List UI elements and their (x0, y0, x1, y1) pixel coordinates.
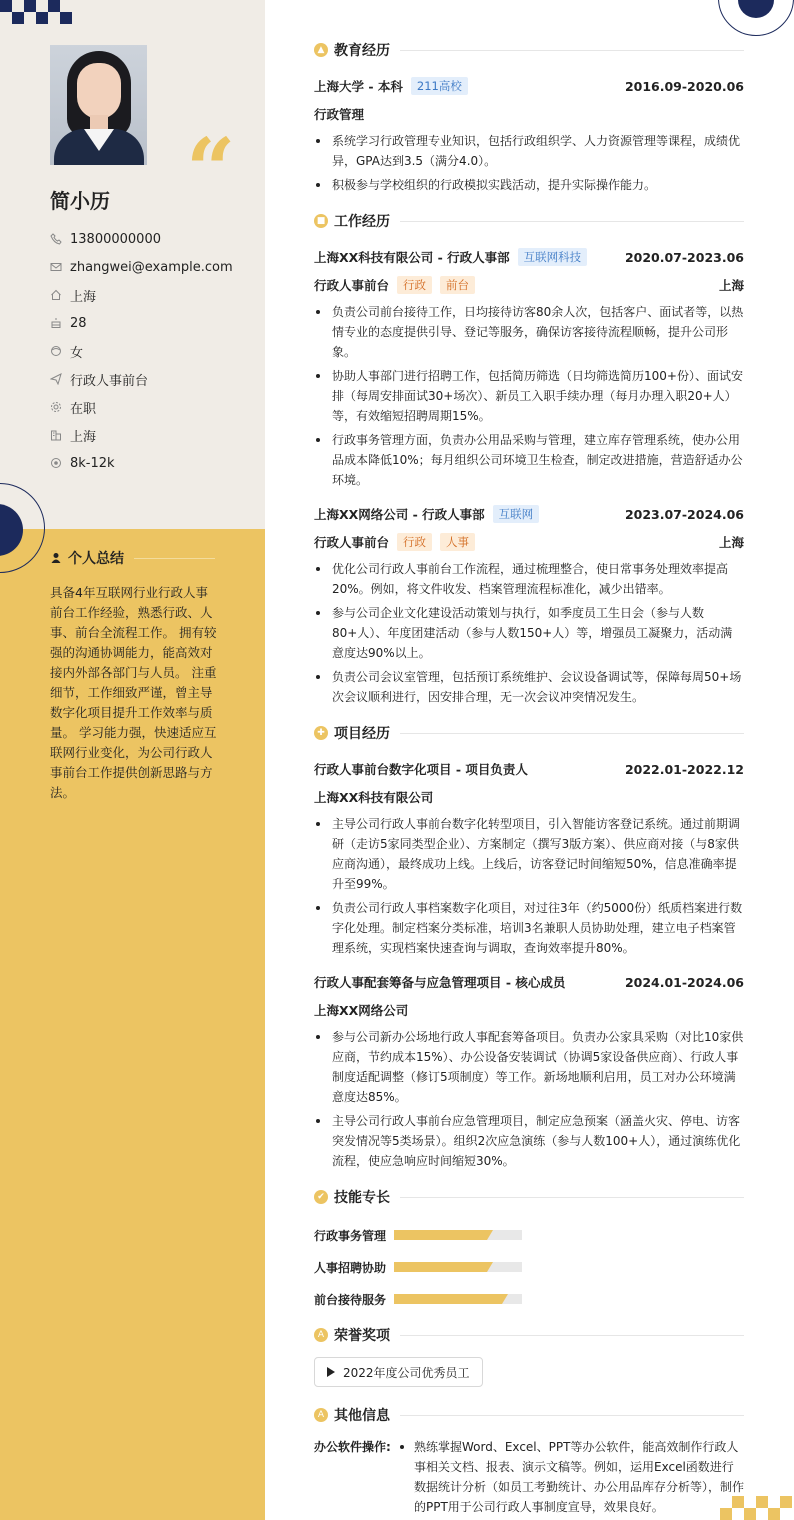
other-body (398, 1437, 744, 1520)
city-icon (50, 429, 62, 441)
education-bullets (314, 131, 744, 195)
list-item: 熟练掌握Word、Excel、PPT等办公软件，能高效制作行政人事相关文档、报表、演示文稿等。例如，运用Excel函数进行数据统计分析（如员工考勤统计、办公用品库存分析等），制作的PPT用于公司行政人事制度宣导，效果良好。 (398, 1437, 744, 1517)
skills-title: 技能专长 (334, 1190, 390, 1206)
section-rule (400, 1415, 744, 1416)
list-item: 负责公司行政人事档案数字化项目，对过往3年（约5000份）纸质档案进行数字化处理。制定档案分类标准，培训3名兼职人员协助处理，建立电子档案管理系统，实现档案快速查询与调取，查询效率提升80%。 (314, 898, 744, 958)
circle-decoration-right (718, 0, 794, 36)
honors-section (314, 1323, 744, 1387)
summary-title: 个人总结 (68, 551, 124, 567)
job-position-row (314, 271, 744, 299)
quote-decoration: “ (186, 120, 228, 221)
job-company: 上海XX网络公司 - 行政人事部 (314, 507, 485, 522)
gender-icon (50, 345, 62, 357)
list-item: 积极参与学校组织的行政模拟实践活动，提升实际操作能力。 (314, 175, 744, 195)
skills-section (314, 1185, 744, 1315)
other-header (314, 1403, 744, 1427)
section-rule (400, 1335, 744, 1336)
thumbs-up-icon: ✔ (314, 1190, 328, 1204)
education-period: 2016.09-2020.06 (624, 78, 744, 94)
info-job-target (50, 365, 233, 393)
play-icon (327, 1367, 335, 1377)
job-company: 上海XX科技有限公司 - 行政人事部 (314, 250, 510, 265)
job-bullets (314, 302, 744, 490)
info-city (50, 421, 233, 449)
award-item (314, 1357, 483, 1387)
list-item: 负责公司会议室管理，包括预订系统维护、会议设备调试等，保障每周50+场次会议顺利进行，因安排合理，无一次会议冲突情况发生。 (314, 667, 744, 707)
job-entry-1 (314, 243, 744, 490)
project-name: 行政人事配套筹备与应急管理项目 - 核心成员 (314, 975, 566, 990)
job-period: 2023.07-2024.06 (624, 506, 744, 522)
info-email-text: zhangwei@example.com (70, 259, 233, 275)
job-industry-tag: 互联网科技 (518, 248, 588, 266)
job-city: 上海 (718, 535, 744, 550)
list-item: 参与公司新办公场地行政人事配套筹备项目。负责办公家具采购（对比10家供应商，节约成本15%）、办公设备安装调试（协调5家设备供应商）、行政人事制度适配调整（修订5项制度）等工作。新场地顺利启用，员工对办公环境满意度达85%。 (314, 1027, 744, 1107)
project-period: 2022.01-2022.12 (624, 761, 744, 777)
project-company: 上海XX网络公司 (314, 1003, 409, 1018)
info-home-text: 上海 (70, 289, 97, 305)
briefcase-icon: ■ (314, 214, 328, 228)
skill-name: 行政事务管理 (314, 1228, 387, 1243)
section-rule (400, 733, 744, 734)
project-bullets (314, 814, 744, 958)
education-row (314, 72, 744, 100)
info-salary-text: 8k-12k (70, 455, 115, 471)
skill-bar (394, 1230, 522, 1240)
status-icon (50, 401, 62, 413)
info-status (50, 393, 233, 421)
info-job-target-text: 行政人事前台 (70, 373, 149, 389)
list-item: 系统学习行政管理专业知识，包括行政组织学、人力资源管理等课程，成绩优异，GPA达到3.5（满分4.0）。 (314, 131, 744, 171)
other-row (314, 1437, 744, 1520)
award-icon: A (314, 1328, 328, 1342)
education-header (314, 38, 744, 62)
project-name: 行政人事前台数字化项目 - 项目负责人 (314, 762, 528, 777)
job-bullets (314, 559, 744, 707)
projects-header (314, 721, 744, 745)
job-industry-tag: 互联网 (493, 505, 540, 523)
other-section (314, 1403, 744, 1520)
job-tag: 前台 (440, 276, 475, 294)
list-item: 行政事务管理方面，负责办公用品采购与管理，建立库存管理系统，使办公用品成本降低10%；每月组织公司环境卫生检查，制定改进措施，营造舒适办公环境。 (314, 430, 744, 490)
phone-icon (50, 233, 62, 245)
skill-name: 人事招聘协助 (314, 1260, 387, 1275)
summary-header (50, 548, 215, 568)
education-tag: 211高校 (411, 77, 468, 95)
project-entry-2 (314, 968, 744, 1171)
job-entry-2 (314, 500, 744, 707)
info-salary (50, 449, 233, 477)
education-school: 上海大学 - 本科 (314, 79, 403, 94)
info-status-text: 在职 (70, 401, 97, 417)
job-position: 行政人事前台 (314, 535, 390, 550)
graduation-cap-icon: ▲ (314, 43, 328, 57)
job-tag: 人事 (440, 533, 475, 551)
projects-section (314, 721, 744, 1171)
skill-fill (394, 1262, 487, 1272)
project-name-row (314, 755, 744, 783)
skills-list (314, 1219, 744, 1315)
project-company-row (314, 996, 744, 1024)
candidate-name: 简小历 (50, 189, 110, 213)
skill-fill (394, 1230, 487, 1240)
other-bullets (398, 1437, 744, 1517)
work-header (314, 209, 744, 233)
job-position: 行政人事前台 (314, 278, 390, 293)
info-city-text: 上海 (70, 429, 97, 445)
skill-item (314, 1219, 534, 1251)
skill-item (314, 1283, 534, 1315)
project-name-row (314, 968, 744, 996)
skill-name: 前台接待服务 (314, 1292, 387, 1307)
honors-header (314, 1323, 744, 1347)
job-city: 上海 (718, 278, 744, 293)
projects-title: 项目经历 (334, 726, 390, 742)
age-icon (50, 317, 62, 329)
job-tag: 行政 (397, 276, 432, 294)
job-position-row (314, 528, 744, 556)
education-major: 行政管理 (314, 107, 365, 122)
section-rule (400, 50, 744, 51)
education-section (314, 38, 744, 195)
person-icon (50, 549, 62, 568)
job-company-row (314, 243, 744, 271)
info-age (50, 309, 233, 337)
info-phone-text: 13800000000 (70, 231, 161, 247)
skill-bar (394, 1294, 522, 1304)
project-period: 2024.01-2024.06 (624, 974, 744, 990)
salary-icon (50, 457, 62, 469)
list-item: 负责公司前台接待工作，日均接待访客80余人次，包括客户、面试者等，以热情专业的态度提供引导、登记等服务，确保访客接待流程顺畅，提升公司形象。 (314, 302, 744, 362)
project-bullets (314, 1027, 744, 1171)
list-item: 主导公司行政人事前台应急管理项目，制定应急预案（涵盖火灾、停电、访客突发情况等5类场景）。组织2次应急演练（参与人数100+人），通过演练优化流程，使应急响应时间缩短30%。 (314, 1111, 744, 1171)
list-item: 协助人事部门进行招聘工作，包括简历筛选（日均筛选简历100+份）、面试安排（每周安排面试30+场次）、新员工入职手续办理（每月办理入职20+人）等，有效缩短招聘周期15%。 (314, 366, 744, 426)
summary-text: 具备4年互联网行业行政人事前台工作经验，熟悉行政、人事、前台全流程工作。 拥有较强的沟通协调能力，能高效对接内外部各部门与人员。 注重细节，工作细致严谨，曾主导数字化项目提升工作效率与质量。 学习能力强，快速适应互联网行业变化，为公司行政人事前台工作提供创新思路与方法。 (50, 585, 217, 800)
skills-header (314, 1185, 744, 1209)
info-email (50, 253, 233, 281)
project-company: 上海XX科技有限公司 (314, 790, 434, 805)
project-company-row (314, 783, 744, 811)
education-title: 教育经历 (334, 43, 390, 59)
info-age-text: 28 (70, 315, 87, 331)
work-section (314, 209, 744, 707)
list-item: 参与公司企业文化建设活动策划与执行，如季度员工生日会（参与人数80+人）、年度团建活动（参与人数150+人）等，增强员工凝聚力，活动满意度达90%以上。 (314, 603, 744, 663)
other-label: 办公软件操作: (314, 1440, 391, 1454)
info-gender-text: 女 (70, 345, 84, 361)
main-content (314, 38, 744, 1520)
education-major-row (314, 100, 744, 128)
job-company-row (314, 500, 744, 528)
honors-title: 荣誉奖项 (334, 1328, 390, 1344)
job-tag: 行政 (397, 533, 432, 551)
list-item: 优化公司行政人事前台工作流程，通过梳理整合，使日常事务处理效率提高20%。例如，将文件收发、档案管理流程标准化，减少出错率。 (314, 559, 744, 599)
skill-bar (394, 1262, 522, 1272)
list-item: 主导公司行政人事前台数字化转型项目，引入智能访客登记系统。通过前期调研（走访5家同类型企业）、方案制定（撰写3版方案）、供应商对接（与8家供应商沟通），最终成功上线。上线后，访客登记时间缩短50%，信息准确率提升至99%。 (314, 814, 744, 894)
section-rule (400, 221, 744, 222)
mail-icon (50, 261, 62, 273)
award-text: 2022年度公司优秀员工 (343, 1365, 470, 1380)
skill-item (314, 1251, 534, 1283)
other-title: 其他信息 (334, 1408, 390, 1424)
contact-info-list (50, 225, 233, 477)
summary-rule (134, 558, 215, 559)
work-title: 工作经历 (334, 214, 390, 230)
home-icon (50, 289, 62, 301)
profile-photo (50, 45, 147, 165)
job-target-icon (50, 373, 62, 385)
info-phone (50, 225, 233, 253)
skill-fill (394, 1294, 502, 1304)
info-icon: A (314, 1408, 328, 1422)
info-gender (50, 337, 233, 365)
info-home (50, 281, 233, 309)
grid-icon: ✚ (314, 726, 328, 740)
project-entry-1 (314, 755, 744, 958)
section-rule (400, 1197, 744, 1198)
job-period: 2020.07-2023.06 (624, 249, 744, 265)
honors-list (314, 1357, 744, 1387)
